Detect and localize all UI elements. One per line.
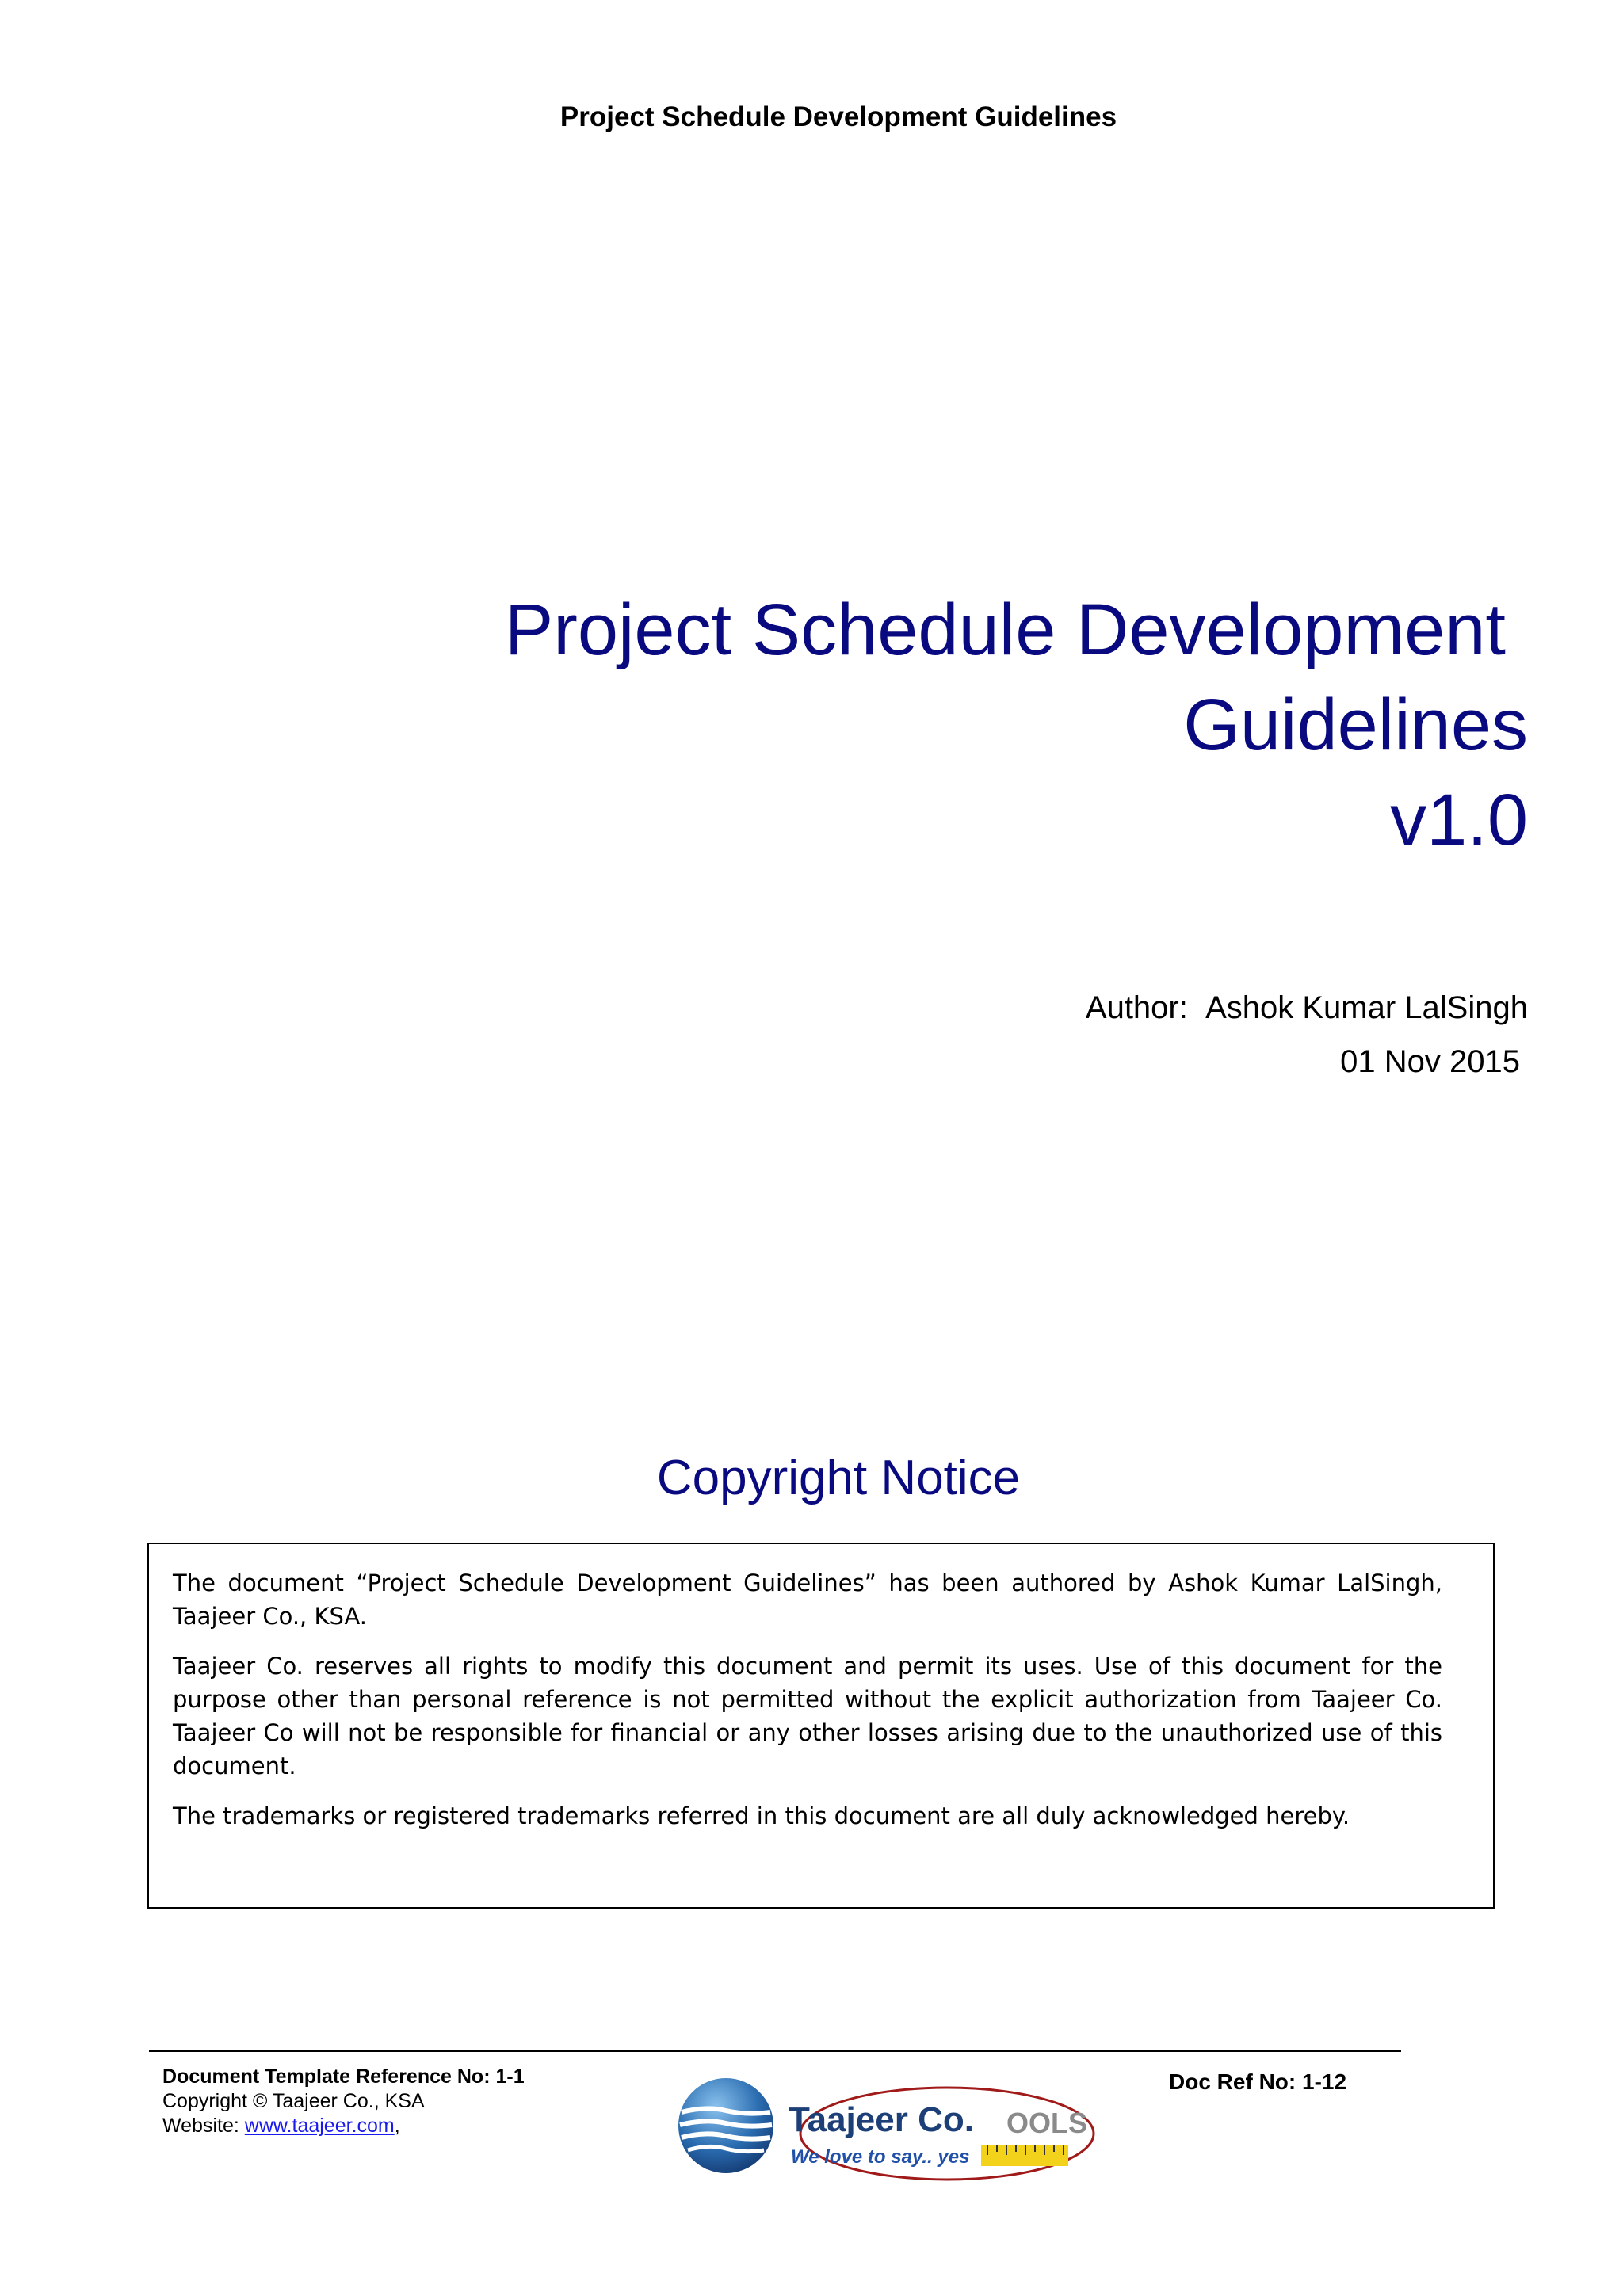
globe-icon — [678, 2078, 773, 2173]
logo-overlay-text: OOLS — [1006, 2107, 1088, 2139]
title-line-2: Guidelines — [1183, 685, 1528, 765]
author-block — [735, 981, 1528, 1089]
author-line — [735, 981, 1528, 1035]
footer-copyright: Copyright © Taajeer Co., KSA — [162, 2090, 425, 2112]
document-date: 01 Nov 2015 — [1340, 1044, 1520, 1079]
copyright-heading: Copyright Notice — [656, 1451, 1021, 1505]
title-version: v1.0 — [1390, 780, 1528, 860]
footer-website — [162, 2114, 525, 2138]
logo-tagline: We love to say.. yes — [791, 2146, 970, 2168]
notice-paragraph-2: Taajeer Co. reserves all rights to modify this document and permit its uses. Use of this document for the purpose other than personal reference is not permitted without the explicit authorization from Taajeer Co. Taajeer Co will not be responsible for financial or any other losses arising due to the unauthorized use of this document. — [173, 1653, 1442, 1779]
notice-paragraph-3: The trademarks or registered trademarks referred in this document are all duly acknowledged hereby. — [173, 1802, 1350, 1829]
website-suffix: , — [394, 2115, 400, 2137]
copyright-notice-box — [147, 1543, 1495, 1909]
website-link[interactable]: www.taajeer.com — [244, 2115, 395, 2137]
logo-company-name: Taajeer Co. — [789, 2100, 974, 2139]
author-name: Ashok Kumar LalSingh — [1205, 990, 1528, 1025]
title-line-1: Project Schedule Development — [504, 589, 1506, 670]
document-title — [260, 582, 1528, 868]
footer-info — [162, 2065, 525, 2138]
taajeer-logo — [674, 2066, 1109, 2185]
doc-ref-number: Doc Ref No: 1-12 — [1169, 2069, 1347, 2094]
website-label: Website: — [162, 2115, 239, 2137]
author-label: Author: — [1085, 990, 1188, 1025]
notice-paragraph-1: The document “Project Schedule Development Guidelines” has been authored by Ashok Kumar LalSingh, Taajeer Co., KSA. — [173, 1569, 1442, 1630]
template-reference: Document Template Reference No: 1-1 — [162, 2065, 525, 2088]
running-header: Project Schedule Development Guidelines — [559, 101, 1117, 132]
footer-divider — [149, 2050, 1401, 2052]
